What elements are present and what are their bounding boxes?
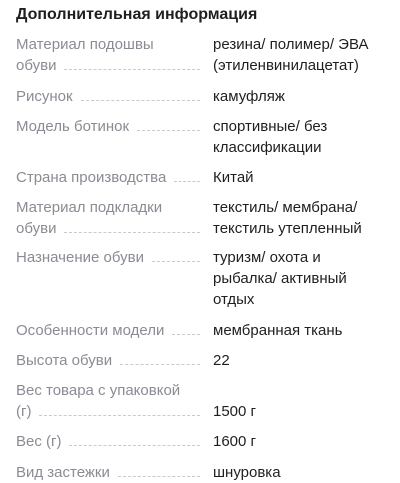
dotted-leader: [152, 261, 200, 262]
dotted-leader: [172, 334, 200, 335]
dotted-leader: [39, 415, 200, 416]
spec-value: туризм/ охота и рыбалка/ активный отдых: [213, 249, 347, 308]
spec-value: камуфляж: [213, 88, 285, 105]
spec-value: 1600 г: [213, 433, 257, 450]
dotted-leader: [174, 181, 200, 182]
spec-label: Материал подошвы обуви: [16, 34, 204, 76]
spec-label: Модель ботинок: [16, 116, 204, 137]
spec-label: Вес (г): [16, 431, 204, 452]
section-title: Дополнительная информация: [16, 6, 258, 23]
spec-label: Вес товара с упаковкой (г): [16, 380, 204, 422]
spec-label: Особенности модели: [16, 320, 204, 341]
dotted-leader: [118, 476, 200, 477]
dotted-leader: [137, 130, 200, 131]
spec-label: Высота обуви: [16, 350, 204, 371]
spec-label: Вид застежки: [16, 462, 204, 483]
dotted-leader: [81, 100, 200, 101]
spec-value: текстиль/ мембрана/ текстиль утепленный: [213, 199, 362, 237]
spec-value: спортивные/ без классификации: [213, 118, 328, 156]
spec-label: Материал подкладки обуви: [16, 197, 204, 239]
spec-value: мембранная ткань: [213, 322, 343, 339]
spec-value: шнуровка: [213, 464, 281, 481]
dotted-leader: [64, 232, 200, 233]
dotted-leader: [64, 69, 200, 70]
dotted-leader: [69, 445, 200, 446]
dotted-leader: [120, 364, 200, 365]
spec-label: Назначение обуви: [16, 247, 204, 268]
spec-value: Китай: [213, 169, 254, 186]
spec-value: 1500 г: [213, 403, 257, 420]
spec-value: 22: [213, 352, 230, 369]
spec-label: Страна производства: [16, 167, 204, 188]
spec-value: резина/ полимер/ ЭВА (этиленвинилацетат): [213, 36, 369, 74]
spec-label: Рисунок: [16, 86, 204, 107]
